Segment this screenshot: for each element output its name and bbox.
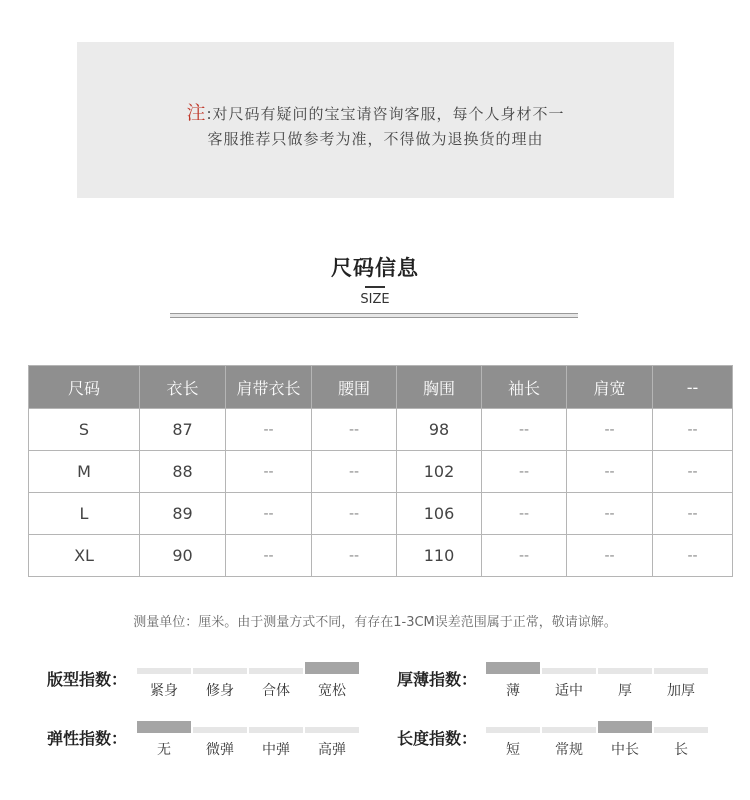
- table-cell: --: [653, 535, 733, 577]
- table-cell: 98: [397, 409, 482, 451]
- table-row: [29, 409, 733, 451]
- header-strap-length: 肩带衣长: [226, 366, 312, 409]
- length-index-option: 长: [674, 742, 688, 758]
- elasticity-index-segment: [249, 727, 303, 733]
- table-cell: --: [567, 451, 653, 493]
- table-cell: --: [567, 493, 653, 535]
- table-cell: M: [29, 451, 140, 493]
- table-cell: --: [567, 535, 653, 577]
- elasticity-index-option: 无: [157, 742, 171, 758]
- elasticity-index-segment: [305, 727, 359, 733]
- fit-index-option: 紧身: [150, 683, 178, 699]
- header-chest: 胸围: [397, 366, 482, 409]
- fit-index-label: 版型指数：: [47, 670, 128, 689]
- table-row: [29, 451, 733, 493]
- thickness-index-segment: [654, 668, 708, 674]
- table-cell: --: [482, 451, 567, 493]
- table-header-row: [29, 366, 733, 409]
- title-divider: [170, 313, 578, 318]
- notice-text-1: :对尺码有疑问的宝宝请咨询客服，每个人身材不一: [206, 105, 565, 123]
- table-cell: --: [226, 493, 312, 535]
- thickness-index-option: 适中: [555, 683, 583, 699]
- table-cell: 106: [397, 493, 482, 535]
- table-cell: 102: [397, 451, 482, 493]
- fit-index-option: 宽松: [318, 683, 346, 699]
- table-cell: --: [567, 409, 653, 451]
- table-cell: 90: [140, 535, 226, 577]
- notice-prefix: 注: [186, 102, 207, 124]
- notice-box: [77, 42, 674, 198]
- length-index-option: 短: [506, 742, 520, 758]
- fit-index-option: 合体: [262, 683, 290, 699]
- header-sleeve: 袖长: [482, 366, 567, 409]
- table-cell: --: [312, 535, 397, 577]
- section-title: 尺码信息: [331, 256, 419, 280]
- elasticity-index-label: 弹性指数：: [47, 729, 128, 748]
- table-cell: --: [312, 493, 397, 535]
- fit-index-segment: [305, 662, 359, 674]
- length-index-label: 长度指数：: [397, 729, 478, 748]
- length-index-segment: [542, 727, 596, 733]
- length-index-segment: [654, 727, 708, 733]
- table-row: [29, 535, 733, 577]
- fit-index-option: 修身: [206, 683, 234, 699]
- elasticity-index-option: 高弹: [318, 742, 346, 758]
- table-cell: --: [482, 493, 567, 535]
- thickness-index-label: 厚薄指数：: [397, 670, 478, 689]
- fit-index-segment: [193, 668, 247, 674]
- measurement-note: 测量单位：厘米。由于测量方式不同，有存在1-3CM误差范围属于正常，敬请谅解。: [133, 615, 617, 630]
- length-index-option: 中长: [611, 742, 639, 758]
- title-underline: [365, 286, 385, 288]
- header-length: 衣长: [140, 366, 226, 409]
- notice-line-1: [77, 98, 674, 125]
- table-cell: S: [29, 409, 140, 451]
- fit-index-segment: [137, 668, 191, 674]
- length-index-option: 常规: [555, 742, 583, 758]
- length-index-segment: [486, 727, 540, 733]
- table-cell: --: [482, 409, 567, 451]
- thickness-index-segment: [486, 662, 540, 674]
- header-waist: 腰围: [312, 366, 397, 409]
- header-size: 尺码: [29, 366, 140, 409]
- elasticity-index-segment: [137, 721, 191, 733]
- table-cell: --: [226, 409, 312, 451]
- section-subtitle: SIZE: [360, 292, 390, 307]
- fit-index-segment: [249, 668, 303, 674]
- table-cell: --: [226, 535, 312, 577]
- elasticity-index-option: 微弹: [206, 742, 234, 758]
- table-cell: --: [226, 451, 312, 493]
- table-cell: --: [482, 535, 567, 577]
- header-shoulder: 肩宽: [567, 366, 653, 409]
- thickness-index-option: 薄: [506, 683, 520, 699]
- table-cell: --: [653, 493, 733, 535]
- elasticity-index-option: 中弹: [262, 742, 290, 758]
- table-cell: --: [653, 451, 733, 493]
- notice-text-2: 客服推荐只做参考为准，不得做为退换货的理由: [207, 130, 544, 148]
- thickness-index-segment: [598, 668, 652, 674]
- table-cell: --: [312, 409, 397, 451]
- elasticity-index-segment: [193, 727, 247, 733]
- size-table: [28, 365, 733, 577]
- length-index-segment: [598, 721, 652, 733]
- table-cell: 110: [397, 535, 482, 577]
- thickness-index-option: 厚: [618, 683, 632, 699]
- header-extra: --: [653, 366, 733, 409]
- table-cell: --: [312, 451, 397, 493]
- table-row: [29, 493, 733, 535]
- table-cell: --: [653, 409, 733, 451]
- table-cell: XL: [29, 535, 140, 577]
- thickness-index-segment: [542, 668, 596, 674]
- table-cell: 87: [140, 409, 226, 451]
- table-cell: 89: [140, 493, 226, 535]
- thickness-index-option: 加厚: [667, 683, 695, 699]
- table-cell: L: [29, 493, 140, 535]
- table-cell: 88: [140, 451, 226, 493]
